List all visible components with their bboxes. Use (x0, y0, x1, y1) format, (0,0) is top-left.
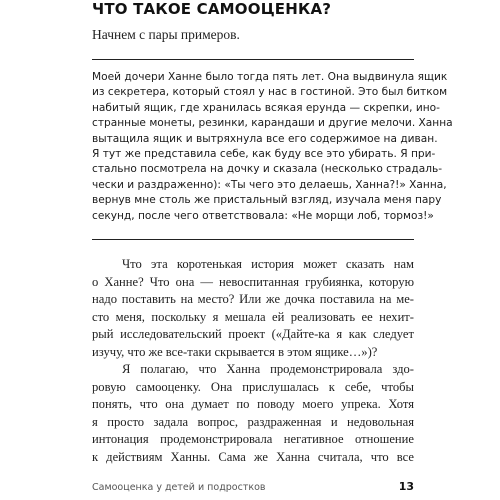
body-line: я просто задала вопрос, раздраженная и недовольная (92, 414, 414, 429)
box-line: набитый ящик, где хранилась всякая ерунда — скрепки, ино- (92, 101, 440, 114)
box-line: чески и раздраженно): «Ты чего это делаешь, Ханна?!» Ханна, (92, 178, 447, 191)
box-line: секунд, после чего ответствовала: «Не морщи лоб, тормоз!» (92, 209, 434, 222)
body-line: понять, что она думает по поводу моего упрека. Хотя (92, 397, 414, 411)
body-line: Что эта коротенькая история может сказать нам (122, 257, 414, 271)
body-line: к действиям Ханны. Сама же Ханна считала, что все (92, 449, 414, 464)
body-line: о Ханне? Что она — невоспитанная грубиянка, которую (92, 274, 414, 289)
box-line: Я тут же представила себе, как буду все это убирать. Я при- (92, 147, 436, 160)
box-top-rule (92, 59, 414, 60)
body-line: интонация продемонстрировала негативное отношение (92, 432, 414, 446)
box-line: вернув мне столь же пристальный взгляд, изучала меня пару (92, 194, 442, 207)
box-line: Моей дочери Ханне было тогда пять лет. Она выдвинула ящик (92, 71, 448, 83)
section-heading: ЧТО ТАКОЕ САМООЦЕНКА? (92, 0, 332, 18)
box-line: из секретера, который стоял у нас в гостиной. Это был битком (92, 86, 448, 99)
page-number: 13 (398, 480, 414, 493)
box-line: вытащила ящик и вытряхнула все его содержимое на диван. (92, 132, 438, 145)
body-line: рый исследовательский проект («Дайте-ка я как следует (92, 327, 414, 341)
body-line: изучу, что же все-таки скрывается в этом ящике…»)? (92, 344, 378, 359)
example-box (92, 70, 453, 224)
body-line: ровую самооценку. Она прислушалась к себе, чтобы (92, 379, 414, 394)
running-footer-title: Самооценка у детей и подростков (92, 482, 266, 493)
body-text (92, 256, 414, 466)
body-line: сто меня, поскольку я мешала ей реализовать ее нехит- (92, 309, 414, 324)
box-bottom-rule (92, 239, 414, 240)
box-line: странные монеты, резинки, карандаши и другие мелочи. Ханна (92, 117, 453, 130)
body-line: Я полагаю, что Ханна продемонстрировала здо- (122, 362, 414, 376)
body-line: надо поставить на место? Или же дочка поставила на ме- (92, 292, 414, 306)
intro-line: Начнем с пары примеров. (92, 27, 240, 42)
box-line: стально посмотрела на дочку и сказала (несколько страдаль- (92, 163, 443, 176)
